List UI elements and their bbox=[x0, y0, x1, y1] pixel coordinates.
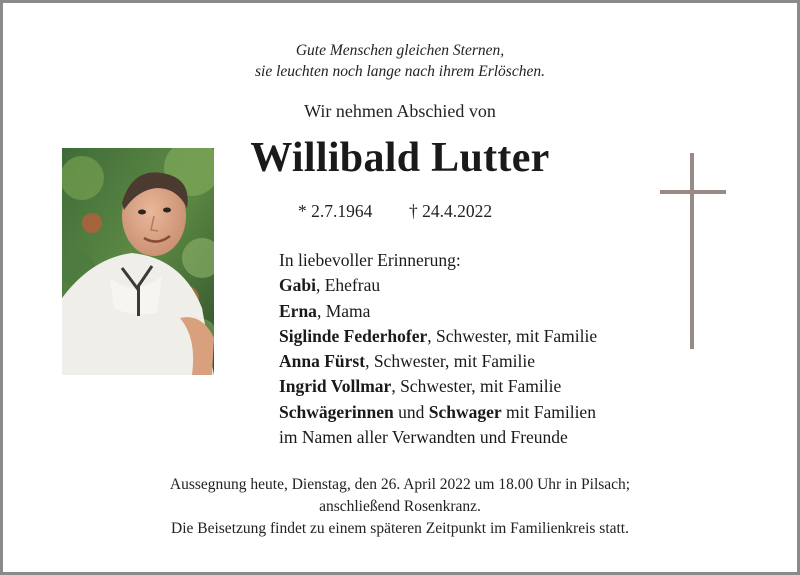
deceased-name: Willibald Lutter bbox=[250, 135, 550, 181]
mourner-conjunction: und bbox=[393, 401, 429, 422]
mourner-entry bbox=[279, 273, 597, 298]
mourners-list bbox=[279, 248, 597, 450]
mourner-relation: , Ehefrau bbox=[315, 275, 381, 296]
mourners-closing: im Namen aller Verwandten und Freunde bbox=[279, 427, 568, 448]
mourner-relation: , Mama bbox=[316, 300, 371, 321]
mourner-entry bbox=[279, 349, 597, 374]
mourner-entry bbox=[279, 400, 597, 425]
footer-line-2: anschließend Rosenkranz. bbox=[319, 498, 481, 515]
mourner-name: Anna Fürst bbox=[279, 351, 366, 372]
death-date: † 24.4.2022 bbox=[409, 201, 493, 221]
mourner-relation: , Schwester, mit Familie bbox=[365, 351, 535, 372]
mourner-relation: , Schwester, mit Familie bbox=[391, 376, 562, 397]
mourner-name: Ingrid Vollmar bbox=[279, 376, 392, 397]
mourner-entry bbox=[279, 299, 597, 324]
quote-line-2: sie leuchten noch lange nach ihrem Erlöschen. bbox=[255, 63, 545, 80]
mourner-entry bbox=[279, 374, 597, 399]
cross-icon bbox=[660, 153, 726, 349]
mourner-name: Erna bbox=[279, 300, 317, 321]
mourner-name: Gabi bbox=[279, 275, 316, 296]
portrait-photo bbox=[62, 148, 214, 375]
footer-line-3: Die Beisetzung findet zu einem späteren Zeitpunkt im Familienkreis statt. bbox=[171, 520, 629, 537]
mourner-name: Schwager bbox=[428, 401, 502, 422]
mourner-name: Schwägerinnen bbox=[279, 401, 394, 422]
mourner-relation: mit Familien bbox=[501, 401, 596, 422]
birth-date: * 2.7.1964 bbox=[298, 201, 373, 221]
mourner-name: Siglinde Federhofer bbox=[279, 325, 428, 346]
portrait-photo-icon bbox=[62, 148, 214, 375]
quote-line-1: Gute Menschen gleichen Sternen, bbox=[295, 42, 505, 59]
mourners-heading: In liebevoller Erinnerung: bbox=[279, 250, 461, 270]
intro-text: Wir nehmen Abschied von bbox=[304, 101, 496, 121]
mourner-relation: , Schwester, mit Familie bbox=[427, 325, 598, 346]
mourner-entry bbox=[279, 324, 597, 349]
footer-line-1: Aussegnung heute, Dienstag, den 26. April 2022 um 18.00 Uhr in Pilsach; bbox=[169, 476, 631, 493]
